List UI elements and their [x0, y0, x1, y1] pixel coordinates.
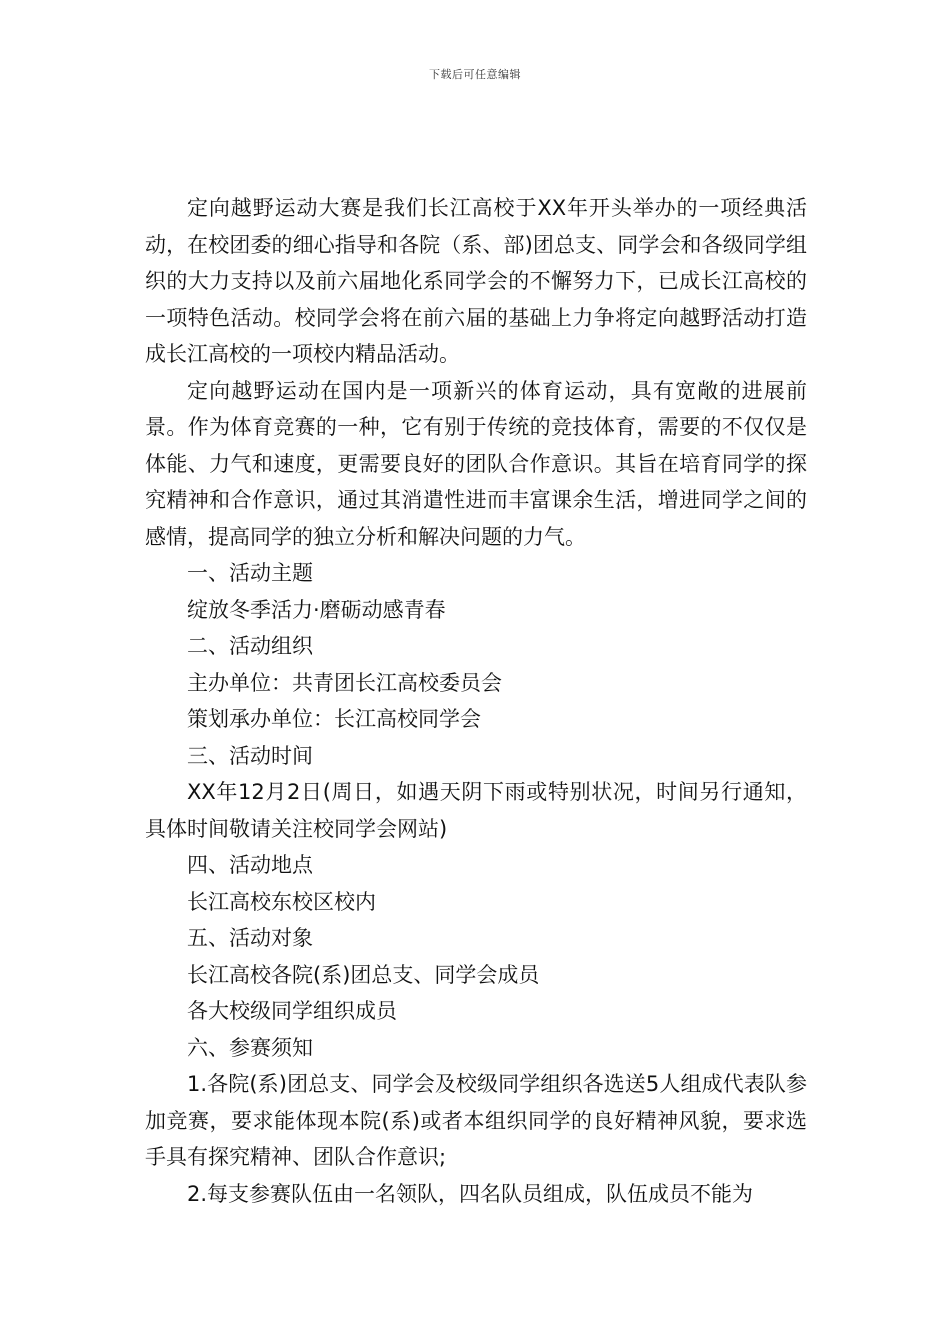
- participants-text-2: 各大校级同学组织成员: [187, 999, 397, 1023]
- section-heading-time: 三、活动时间: [187, 743, 313, 768]
- time-text: XX年12月2日(周日，如遇天阴下雨或特别状况，时间另行通知，具体时间敬请关注校同学会网站): [145, 780, 807, 841]
- section-heading-location: 四、活动地点: [187, 853, 313, 877]
- location-text: 长江高校东校区校内: [187, 889, 376, 914]
- section-heading-theme: 一、活动主题: [187, 561, 313, 585]
- rule-item-1: 1.各院(系)团总支、同学会及校级同学组织各选送5人组成代表队参加竞赛，要求能体现本院(系)或者本组织同学的良好精神风貌，要求选手具有探究精神、团队合作意识;: [145, 1072, 807, 1169]
- background-paragraph: 定向越野运动在国内是一项新兴的体育运动，具有宽敞的进展前景。作为体育竞赛的一种，它有别于传统的竞技体育，需要的不仅仅是体能、力气和速度，更需要良好的团队合作意识。其旨在培育同学的探究精神和合作意识，通过其消遣性进而丰富课余生活，增进同学之间的感情，提高同学的独立分析和解决问题的力气。: [145, 378, 807, 549]
- participants-text-1: 长江高校各院(系)团总支、同学会成员: [187, 962, 540, 987]
- rule-item-2: 2.每支参赛队伍由一名领队，四名队员组成，队伍成员不能为: [187, 1181, 754, 1206]
- intro-paragraph: 定向越野运动大赛是我们长江高校于XX年开头举办的一项经典活动，在校团委的细心指导和各院（系、部)团总支、同学会和各级同学组织的大力支持以及前六届地化系同学会的不懈努力下，已成长江高校的一项特色活动。校同学会将在前六届的基础上力争将定向越野活动打造成长江高校的一项校内精品活动。: [145, 196, 807, 366]
- section-heading-organization: 二、活动组织: [187, 634, 313, 658]
- section-heading-rules: 六、参赛须知: [187, 1035, 313, 1060]
- document-body: [145, 190, 807, 1212]
- page-header-note: 下载后可任意编辑: [429, 68, 521, 81]
- theme-text: 绽放冬季活力·磨砺动感青春: [187, 597, 446, 622]
- organizer-unit-text: 策划承办单位：长江高校同学会: [187, 707, 481, 731]
- section-heading-participants: 五、活动对象: [187, 926, 313, 950]
- host-unit-text: 主办单位：共青团长江高校委员会: [187, 670, 502, 695]
